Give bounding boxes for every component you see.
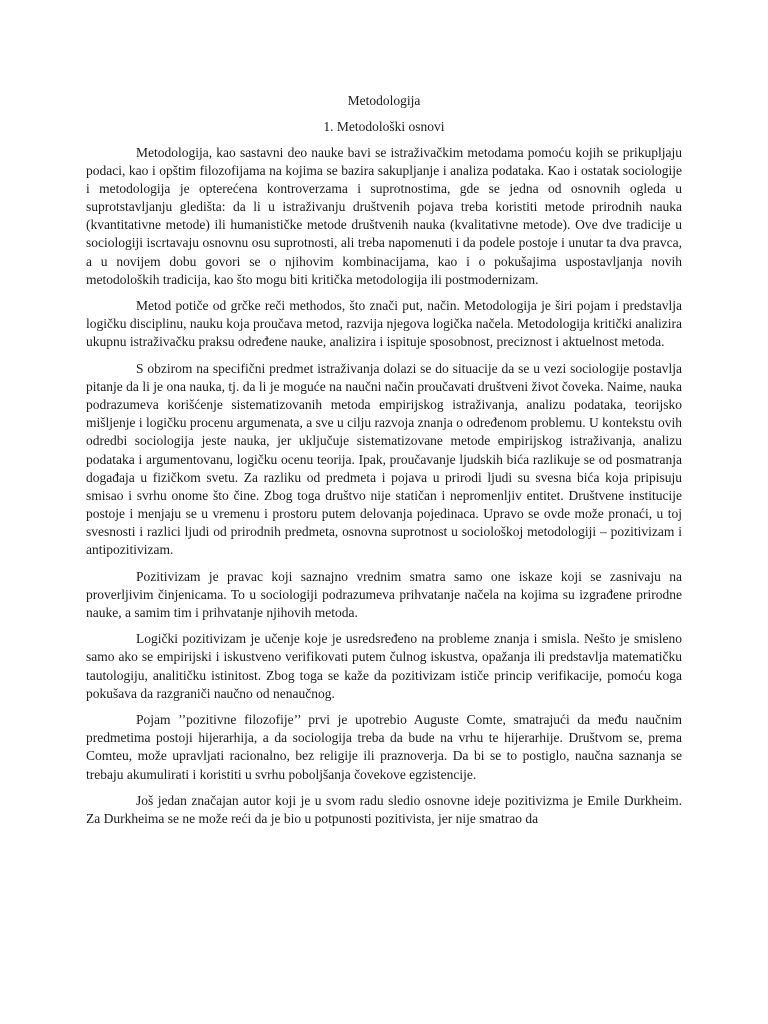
paragraph: S obzirom na specifični predmet istraživanja dolazi se do situacije da se u vezi sociologije postavlja pitanje da li je ona nauka, tj. da li je moguće na naučni način proučavati društveni život čoveka. Naime, nauka podrazumeva korišćenje sistematizovanih metoda empirijskog istraživanja, analizu podataka, teorijsko mišljenje i logičku procenu argumenata, a sve u cilju razvoja znanja o određenom problemu. U kontekstu ovih odredbi sociologija jeste nauka, jer uključuje sistematizovane metode empirijskog istraživanja, analizu podataka i argumentovanu, logičku ocenu teorija. Ipak, proučavanje ljudskih bića razlikuje se od posmatranja događaja u fizičkom svetu. Za razliku od predmeta i pojava u prirodi ljudi su svesna bića koja pripisuju smisao i svrhu onome što čine. Zbog toga društvo nije statičan i nepromenljiv entitet. Društvene institucije postoje i menjaju se u vremenu i prostoru putem delovanja pojedinaca. Upravo se ovde može pronaći, u toj svesnosti i razlici ljudi od prirodnih predmeta, osnovna suprotnost u sociološkoj metodologiji – pozitivizam i antipozitivizam. xyxy=(86,361,682,557)
section-heading: 1. Metodološki osnovi xyxy=(323,119,445,134)
paragraph: Metodologija, kao sastavni deo nauke bavi se istraživačkim metodama pomoću kojih se prikupljaju podaci, kao i opštim filozofijama na kojima se bazira sakupljanje i analiza podataka. Kao i ostatak sociologije i metodologija je opterećena kontroverzama i suprotnostima, gde se jedna od osnovnih ogleda u suprotstavljanju gledišta: da li u istraživanju društvenih pojava treba koristiti metode prirodnih nauka (kvantitativne metode) ili humanističke metode društvenih nauka (kvalitativne metode). Ove dve tradicije u sociologiji iscrtavaju osnovnu osu suprotnosti, ali treba napomenuti i da podele postoje i unutar ta dva pravca, a u novijem dobu govori se o njihovim kombinacijama, kao i o pokušajima uspostavljanja novih metodoloških tradicija, kao što mogu biti kritička metodologija ili postmodernizam. xyxy=(86,145,682,287)
paragraph: Pozitivizam je pravac koji saznajno vrednim smatra samo one iskaze koji se zasnivaju na proverljivim činjenicama. To u sociologiji podrazumeva prihvatanje načela na kojima su izgrađene prirodne nauke, a samim tim i prihvatanje njihovih metoda. xyxy=(86,568,682,620)
paragraph: Još jedan značajan autor koji je u svom radu sledio osnovne ideje pozitivizma je Emile Durkheim. Za Durkheima se ne može reći da je bio u potpunosti pozitivista, jer nije smatrao da xyxy=(86,793,682,827)
document-title: Metodologija xyxy=(347,93,421,108)
paragraph: Pojam ’’pozitivne filozofije’’ prvi je upotrebio Auguste Comte, smatrajući da među naučnim predmetima postoji hijerarhija, a da sociologija treba da bude na vrhu te hijerarhije. Društvom se, prema Comteu, može upravljati racionalno, bez religije ili praznoverja. Da bi se to postiglo, naučna saznanja se trebaju akumulirati i koristiti u svrhu poboljšanja čovekove egzistencije. xyxy=(86,712,682,782)
paragraph: Logički pozitivizam je učenje koje je usredsređeno na probleme znanja i smisla. Nešto je smisleno samo ako se empirijski i iskustveno verifikovati putem čulnog iskustva, opažanja ili predstavlja matematičku tautologiju, analitičku istinitost. Zbog toga se kaže da pozitivizam ističe princip verifikacije, pomoću koga pokušava da razgraniči naučno od nenaučnog. xyxy=(86,631,682,701)
paragraph: Metod potiče od grčke reči methodos, što znači put, način. Metodologija je širi pojam i predstavlja logičku disciplinu, nauku koja proučava metod, razvija njegova logička načela. Metodologija kritički analizira ukupnu istraživačku praksu određene nauke, analizira i ispituje sposobnost, preciznost i aktuelnost metoda. xyxy=(86,298,682,350)
